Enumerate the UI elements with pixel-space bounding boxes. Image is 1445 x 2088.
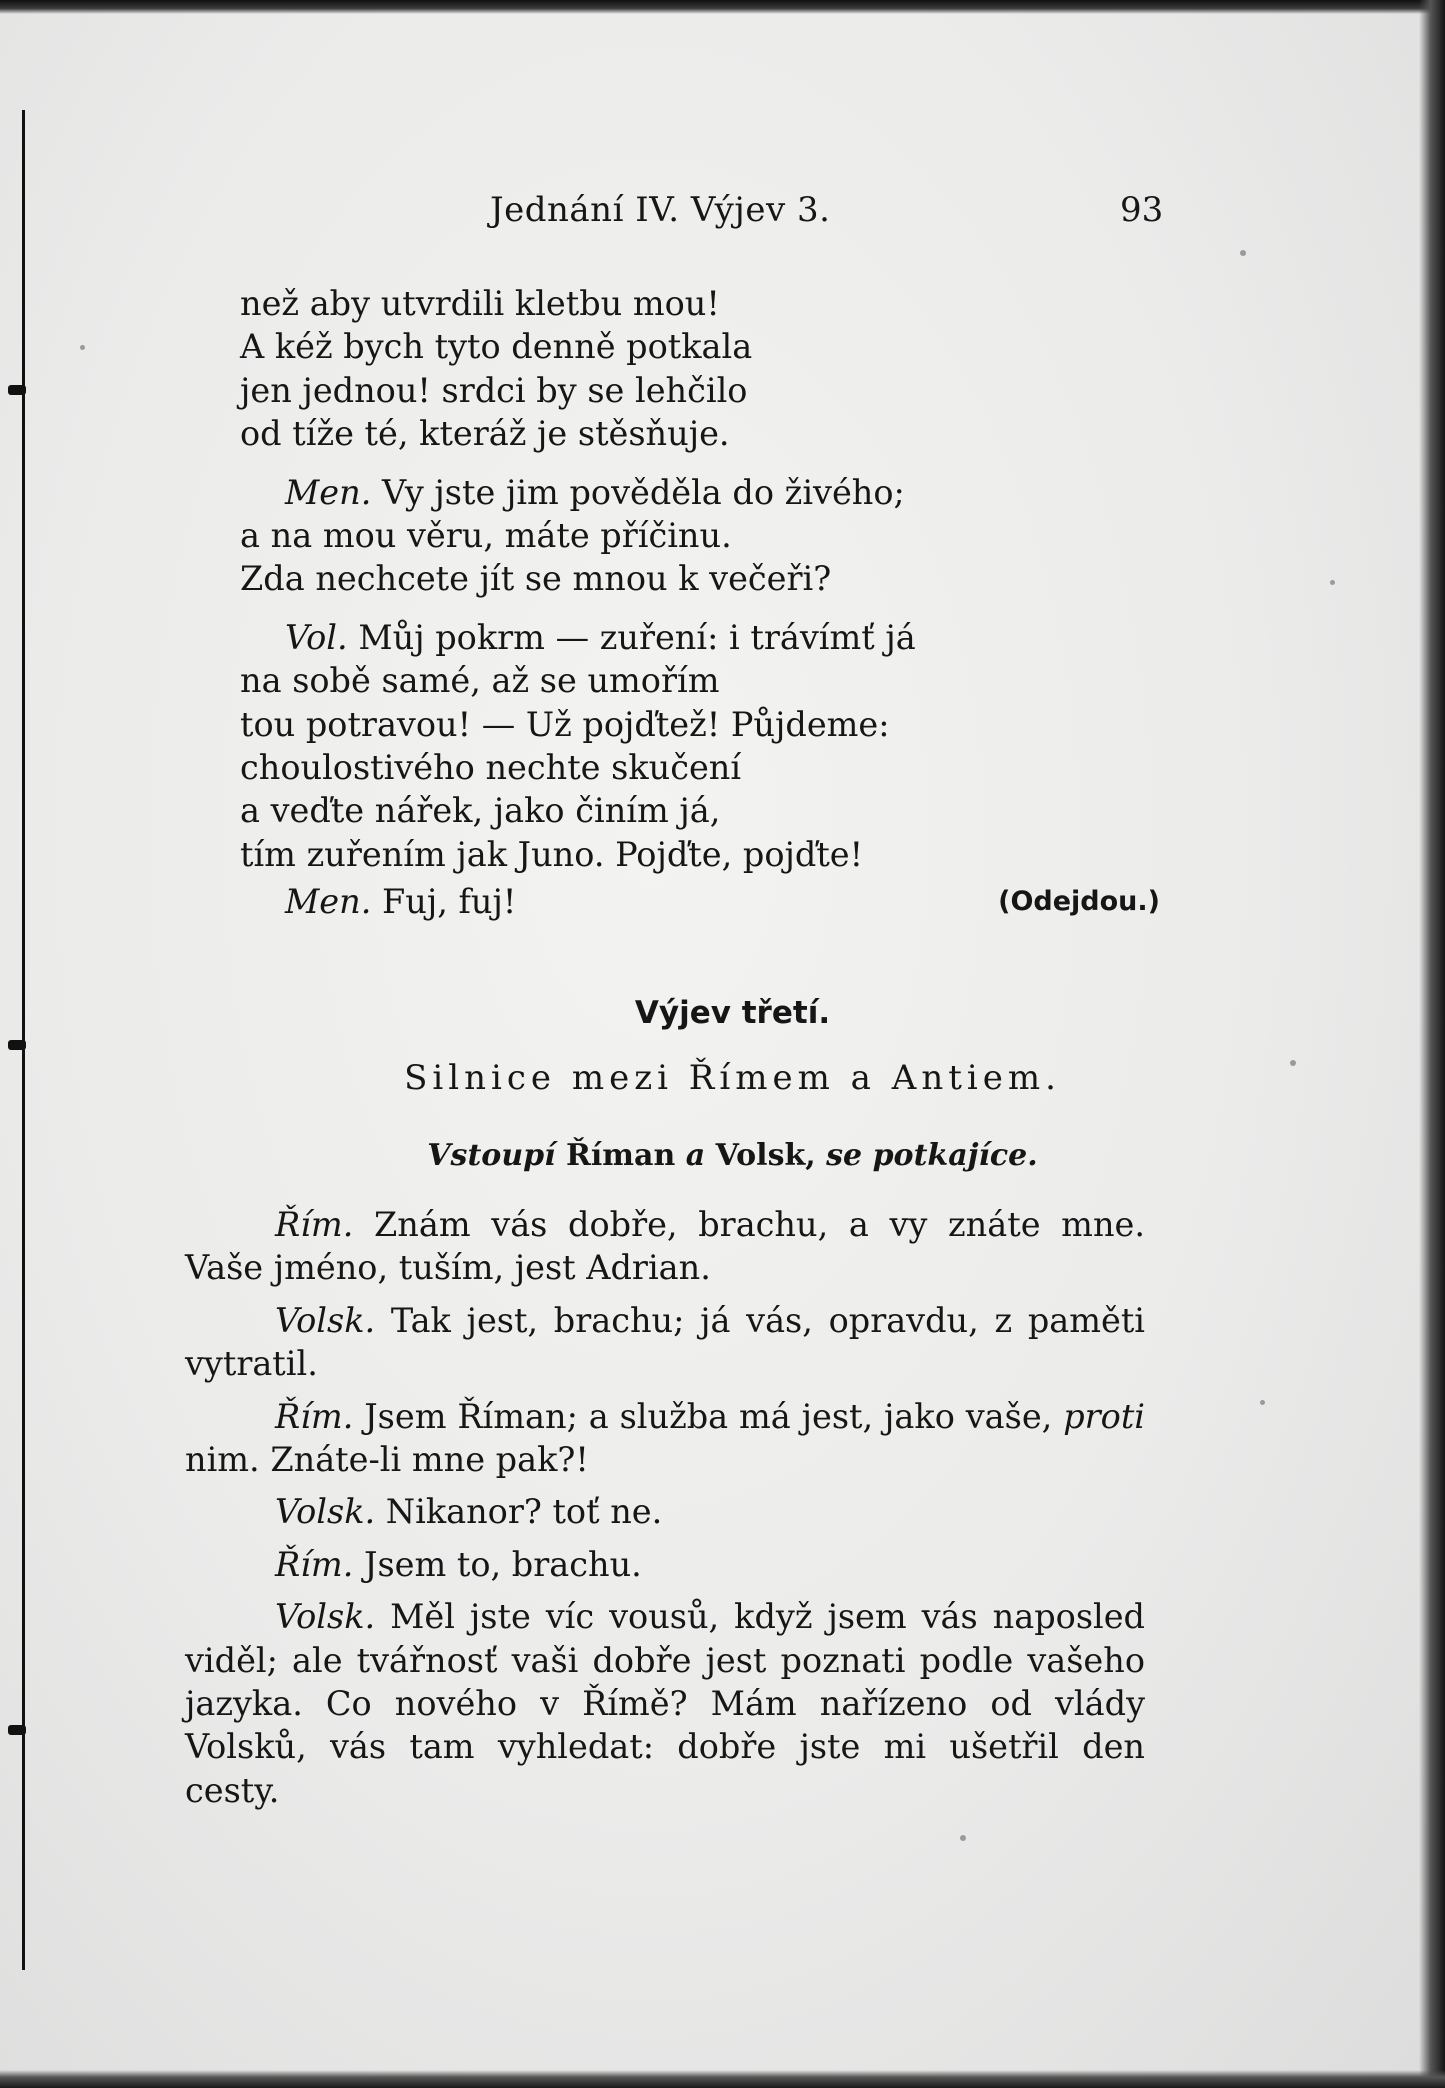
binding-mark <box>8 385 26 395</box>
scan-speck <box>80 345 85 350</box>
verse-line: A kéž bych tyto denně potkala <box>240 327 753 367</box>
character-name: Říman <box>565 1138 676 1173</box>
verse-line: Fuj, fuj! <box>382 882 517 922</box>
enter-text: Vstoupí <box>427 1138 556 1173</box>
dialogue-paragraph <box>185 1203 1145 1290</box>
speaker-label: Vol. <box>285 617 348 657</box>
dialogue-text: Nikanor? toť ne. <box>385 1492 663 1532</box>
verse-line: od tíže té, kteráž je stěsňuje. <box>240 414 730 454</box>
dialogue-text: Jsem Říman; a služba má jest, jako vaše, <box>364 1396 1053 1436</box>
dialogue-paragraph <box>185 1395 1145 1482</box>
dialogue-text: Jsem to, brachu. <box>364 1544 642 1584</box>
character-name: Volsk, <box>715 1138 816 1173</box>
dialogue-text: Měl jste víc vousů, když jsem vás naposled viděl; ale tvářnosť vaši dobře jest poznati podle vašeho jazyka. Co nového v Římě? Mám nařízeno od vlády Volsků, vás tam vyhledat: dobře jste mi ušetřil den cesty. <box>185 1597 1145 1810</box>
verse-line: tím zuřením jak Juno. Pojďte, pojďte! <box>240 834 864 874</box>
verse-block <box>240 282 1160 924</box>
running-header: Jednání IV. Výjev 3. <box>490 190 831 230</box>
speech-men-final <box>240 880 1160 923</box>
verse-line: a veďte nářek, jako činím já, <box>240 791 721 831</box>
stage-direction-exit: (Odejdou.) <box>998 886 1160 918</box>
dialogue-paragraph <box>185 1490 1145 1533</box>
page-number: 93 <box>1120 190 1164 230</box>
binding-mark <box>8 1040 26 1050</box>
verse-line: než aby utvrdili kletbu mou! <box>240 284 720 323</box>
scan-speck <box>1240 250 1246 256</box>
verse-line: tou potravou! — Už pojďtež! Půjdeme: <box>240 704 890 744</box>
emphasis-text: proti <box>1063 1396 1146 1436</box>
scan-speck <box>1330 580 1335 585</box>
speaker-label: Volsk. <box>275 1597 376 1637</box>
dialogue-block <box>185 1203 1145 1821</box>
enter-text: se potkajíce. <box>826 1138 1038 1173</box>
binding-mark <box>8 1725 26 1735</box>
scan-right-edge <box>1419 0 1445 2088</box>
speech-men <box>240 471 1160 514</box>
speaker-label: Men. <box>285 882 372 922</box>
speaker-label: Men. <box>285 472 372 512</box>
scan-bottom-edge <box>0 2070 1445 2088</box>
verse-line: Zda nechcete jít se mnou k večeři? <box>240 559 832 599</box>
speaker-label: Volsk. <box>275 1300 376 1340</box>
scan-top-edge <box>0 0 1445 14</box>
scene-place: Silnice mezi Římem a Antiem. <box>404 1058 1061 1098</box>
verse-line: na sobě samé, až se umořím <box>240 661 720 701</box>
verse-line: a na mou věru, máte příčinu. <box>240 516 732 556</box>
dialogue-paragraph <box>185 1595 1145 1812</box>
stage-direction-enter <box>0 1138 1445 1173</box>
verse-line: jen jednou! srdci by se lehčilo <box>240 370 748 410</box>
dialogue-text: Znám vás dobře, brachu, a vy znáte mne. Vaše jméno, tuším, jest Adrian. <box>185 1205 1145 1288</box>
verse-line: Vy jste jim pověděla do živého; <box>382 472 905 512</box>
speech-vol <box>240 616 1160 659</box>
dialogue-text: Tak jest, brachu; já vás, opravdu, z paměti vytratil. <box>185 1300 1145 1384</box>
verse-line: Můj pokrm — zuření: i trávímť já <box>358 617 916 657</box>
speaker-label: Řím. <box>275 1544 354 1584</box>
enter-text: a <box>685 1138 706 1173</box>
speaker-label: Řím. <box>275 1396 354 1436</box>
scan-speck <box>1260 1400 1265 1405</box>
dialogue-text: nim. Znáte-li mne pak?! <box>185 1440 589 1480</box>
dialogue-paragraph <box>185 1543 1145 1586</box>
dialogue-paragraph <box>185 1299 1145 1386</box>
scan-speck <box>960 1835 966 1841</box>
speaker-label: Volsk. <box>275 1492 376 1532</box>
scene-title: Výjev třetí. <box>634 995 831 1031</box>
speaker-label: Řím. <box>275 1205 354 1244</box>
verse-line: choulostivého nechte skučení <box>240 748 742 788</box>
